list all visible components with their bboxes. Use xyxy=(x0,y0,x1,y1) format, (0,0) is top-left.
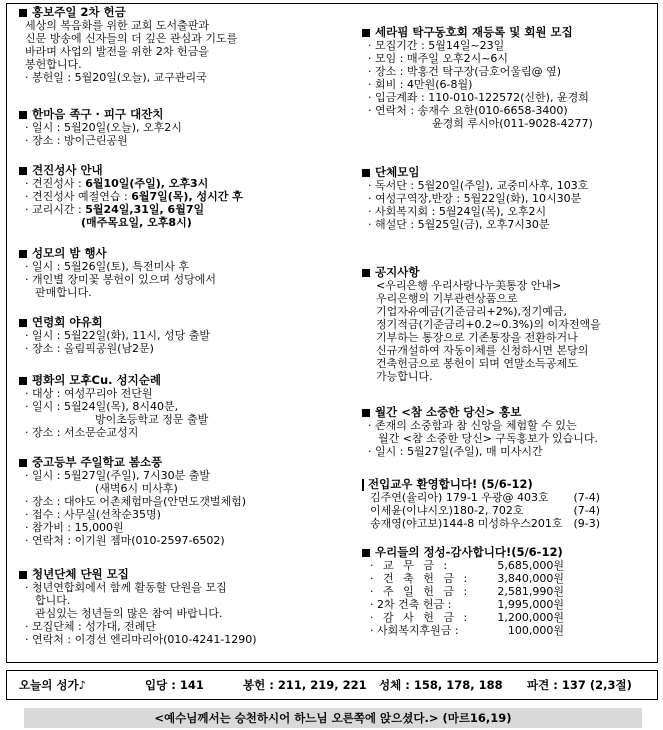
text-line: · 연락처 : 이경선 엔리마리아(010-4241-1290) xyxy=(25,633,257,646)
text-line: 관심있는 청년들의 많은 참여 바랍니다. xyxy=(35,607,223,620)
square-bullet-icon xyxy=(19,250,27,258)
text-line: · 장소 : 대야도 어촌체험마을(안면도갯벌체험) xyxy=(25,495,247,508)
parishioner-name: 송재영(야고보)144-8 미성하우스201호 xyxy=(370,517,563,530)
section-title: 우리들의 정성-감사합니다!(5/6-12) xyxy=(375,545,563,559)
text-line: · 일시 : 5월20일(오늘), 오후2시 xyxy=(25,121,182,134)
section-title: 전입교우 환영합니다! (5/6-12) xyxy=(368,477,533,491)
hymn-stats-bar xyxy=(6,670,658,700)
text-line: · 장소 : 박홍건 탁구장(금호어울림@ 옆) xyxy=(368,65,562,78)
square-bullet-icon xyxy=(362,29,370,37)
section-promo-offering xyxy=(19,6,237,84)
hymn-dismissal: 파견 : 137 (2,3절) xyxy=(527,677,632,692)
bar-bullet-icon xyxy=(362,479,364,491)
text-line: · 봉헌일 : 5월20일(오늘), 교구관리국 xyxy=(25,71,207,84)
list-item xyxy=(362,624,564,637)
square-bullet-icon xyxy=(19,571,27,579)
text-line: 건축헌금으로 봉헌이 되며 연말소득공제도 xyxy=(376,357,578,370)
offering-amount: 3,840,000원 xyxy=(497,572,564,585)
offering-label: · 교 무 금 : xyxy=(370,559,451,572)
text-line: · 여성구역장,반장 : 5월22일(화), 10시30분 xyxy=(368,192,582,205)
text-line: · 대상 : 여성꾸리아 전단원 xyxy=(25,387,153,400)
section-funeral-picnic xyxy=(19,316,210,355)
text-line: · 독서단 : 5월20일(주일), 교중미사후, 103호 xyxy=(368,179,589,192)
section-confirmation xyxy=(19,164,243,229)
text-line: · 입금계좌 : 110-010-122572(신한), 윤경희 xyxy=(368,91,589,104)
section-pilgrimage xyxy=(19,374,208,439)
offering-amount: 5,685,000원 xyxy=(497,559,564,572)
district-code: (7-4) xyxy=(573,504,600,517)
list-item xyxy=(362,504,600,517)
hymn-title: 오늘의 성가♪ xyxy=(19,677,86,692)
text-line: · 접수 : 사무실(선착순35명) xyxy=(25,508,161,521)
text-line: · 일시 : 5월24일(목), 8시40분, xyxy=(25,400,179,413)
district-code: (7-4) xyxy=(573,491,600,504)
offering-amount: 2,581,990원 xyxy=(497,585,564,598)
square-bullet-icon xyxy=(19,9,27,17)
section-notice xyxy=(362,266,601,383)
parishioner-name: 이세윤(이냐시오)180-2, 702호 xyxy=(370,504,524,517)
section-new-parishioners xyxy=(362,478,600,530)
section-title: 견진성사 안내 xyxy=(32,163,103,177)
text-line: · 모임 : 매주일 오후2시~6시 xyxy=(368,52,509,65)
square-bullet-icon xyxy=(362,269,370,277)
offering-label: · 건 축 헌 금 : xyxy=(370,572,471,585)
text-line: · 모집단체 : 성가대, 전례단 xyxy=(25,620,156,633)
text-label: · 교리시간 : xyxy=(25,203,86,216)
text-line: 기업자유예금(기준금리+2%),정기예금, xyxy=(376,305,568,318)
parishioner-name: 김주연(율리아) 179-1 우광@ 403호 xyxy=(370,491,549,504)
offering-label: · 감 사 헌 금 : xyxy=(370,611,471,624)
list-item xyxy=(362,491,600,504)
text-bold: 5월24일,31일, 6월7일 xyxy=(85,203,205,216)
section-group-meetings xyxy=(362,166,588,231)
offering-label: · 주 일 헌 금 : xyxy=(370,585,471,598)
text-line: 방이초등학교 정문 출발 xyxy=(95,413,209,426)
text-line: · 일시 : 5월22일(화), 11시, 성당 출발 xyxy=(25,329,211,342)
text-line: 합니다. xyxy=(35,594,71,607)
text-bold: 6월10일(주일), 오후3시 xyxy=(85,177,209,190)
text-line: 기부하는 통장으로 기존통장을 전환하거나 xyxy=(376,331,578,344)
section-title: 세라핌 탁구동호회 재등록 및 회원 모집 xyxy=(375,25,573,39)
list-item xyxy=(362,611,564,624)
square-bullet-icon xyxy=(19,111,27,119)
section-table-tennis xyxy=(362,26,593,130)
section-youth-recruit xyxy=(19,568,257,646)
list-item xyxy=(362,572,564,585)
offering-amount: 1,995,000원 xyxy=(497,598,564,611)
text-label: · 견진성사 : xyxy=(25,177,86,190)
text-line: 바라며 사업의 발전을 위한 2차 헌금을 xyxy=(25,45,209,58)
section-title: 단체모임 xyxy=(375,165,420,179)
text-line: 신문 방송에 신자들의 더 깊은 관심과 기도를 xyxy=(25,32,238,45)
text-line: 가능합니다. xyxy=(376,370,433,383)
section-title: 월간 <참 소중한 당신> 홍보 xyxy=(375,405,522,419)
section-youth-picnic xyxy=(19,456,246,547)
text-bold: (매주목요일, 오후8시) xyxy=(81,216,192,229)
square-bullet-icon xyxy=(362,409,370,417)
text-line: 윤경희 루시아(011-9028-4277) xyxy=(432,117,593,130)
section-title: 평화의 모후Cu. 성지순례 xyxy=(32,373,161,387)
text-line: · 청년연합회에서 함께 활동할 단원을 모집 xyxy=(25,581,227,594)
text-line: · 해설단 : 5월25일(금), 오후7시30분 xyxy=(368,218,550,231)
text-line: · 참가비 : 15,000원 xyxy=(25,521,124,534)
list-item xyxy=(362,598,564,611)
text-line: 판매합니다. xyxy=(35,286,92,299)
list-item xyxy=(362,517,600,530)
section-magazine-promo xyxy=(362,406,598,458)
text-line: (새벽6시 미사후) xyxy=(95,482,178,495)
scripture-verse: <예수님께서는 승천하시어 하느님 오른쪽에 앉으셨다.> (마르16,19) xyxy=(24,708,642,728)
text-line: · 장소 : 방이근린공원 xyxy=(25,134,128,147)
section-may-night xyxy=(19,247,216,299)
text-line: · 일시 : 5월27일(주일), 7시30분 출발 xyxy=(25,469,211,482)
square-bullet-icon xyxy=(19,459,27,467)
hymn-entrance: 입당 : 141 xyxy=(145,677,204,692)
text-line: · 연락처 : 이기원 젬마(010-2597-6502) xyxy=(25,534,225,547)
text-line: · 일시 : 5월26일(토), 특전미사 후 xyxy=(25,260,190,273)
text-bold: 6월7일(목), 성시간 후 xyxy=(131,190,243,203)
text-line: · 일시 : 5월27일(주일), 매 미사시간 xyxy=(368,445,543,458)
text-label: · 견진성사 예절연습 : xyxy=(25,190,132,203)
square-bullet-icon xyxy=(362,169,370,177)
text-line: · 장소 : 서소문순교성지 xyxy=(25,426,139,439)
offering-amount: 100,000원 xyxy=(507,624,564,637)
text-line: · 사회복지회 : 5월24일(목), 오후2시 xyxy=(368,205,547,218)
section-sports-day xyxy=(19,108,182,147)
section-title: 공지사항 xyxy=(375,265,420,279)
text-line: · 회비 : 4만원(6-8월) xyxy=(368,78,473,91)
section-title: 한마음 족구 · 피구 대잔치 xyxy=(32,107,164,121)
text-line: 정기적금(기준금리+0.2~0.3%)의 이자전액을 xyxy=(376,318,601,331)
text-line: 봉헌합니다. xyxy=(25,58,82,71)
district-code: (9-3) xyxy=(573,517,600,530)
bulletin-frame xyxy=(6,3,658,663)
text-line: 세상의 복음화를 위한 교회 도서출판과 xyxy=(25,19,210,32)
square-bullet-icon xyxy=(362,549,370,557)
text-line: 신규개설하여 자동이체를 신청하시면 본당의 xyxy=(376,344,589,357)
section-title: 연령회 야유회 xyxy=(32,315,103,329)
text-line: · 장소 : 올림픽공원(남2문) xyxy=(25,342,154,355)
text-line: · 개인별 장미꽃 봉헌이 있으며 성당에서 xyxy=(25,273,216,286)
square-bullet-icon xyxy=(19,167,27,175)
text-line: 우리은행의 기부관련상품으로 xyxy=(376,292,518,305)
offering-amount: 1,200,000원 xyxy=(497,611,564,624)
hymn-offertory: 봉헌 : 211, 219, 221 xyxy=(243,677,367,692)
text-line: <우리은행 우리사랑나누美통장 안내> xyxy=(376,279,562,292)
text-line: 월간 <참 소중한 당신> 구독홍보가 있습니다. xyxy=(378,432,599,445)
square-bullet-icon xyxy=(19,377,27,385)
section-offerings xyxy=(362,546,564,637)
list-item xyxy=(362,559,564,572)
text-line: · 모집기간 : 5월14일~23일 xyxy=(368,39,505,52)
section-title: 성모의 밤 행사 xyxy=(32,246,107,260)
list-item xyxy=(362,585,564,598)
section-title: 중고등부 주일학교 봄소풍 xyxy=(32,455,163,469)
section-title: 청년단체 단원 모집 xyxy=(32,567,129,581)
text-line: · 존재의 소중함과 참 신앙을 체험할 수 있는 xyxy=(368,419,577,432)
square-bullet-icon xyxy=(19,319,27,327)
offering-label: · 사회복지후원금 : xyxy=(370,624,459,637)
text-line: · 연락처 : 송재수 요한(010-6658-3400) xyxy=(368,104,568,117)
section-title: 홍보주일 2차 헌금 xyxy=(32,5,126,19)
offering-label: · 2차 건축 헌금 : xyxy=(370,598,452,611)
hymn-communion: 성체 : 158, 178, 188 xyxy=(379,677,503,692)
